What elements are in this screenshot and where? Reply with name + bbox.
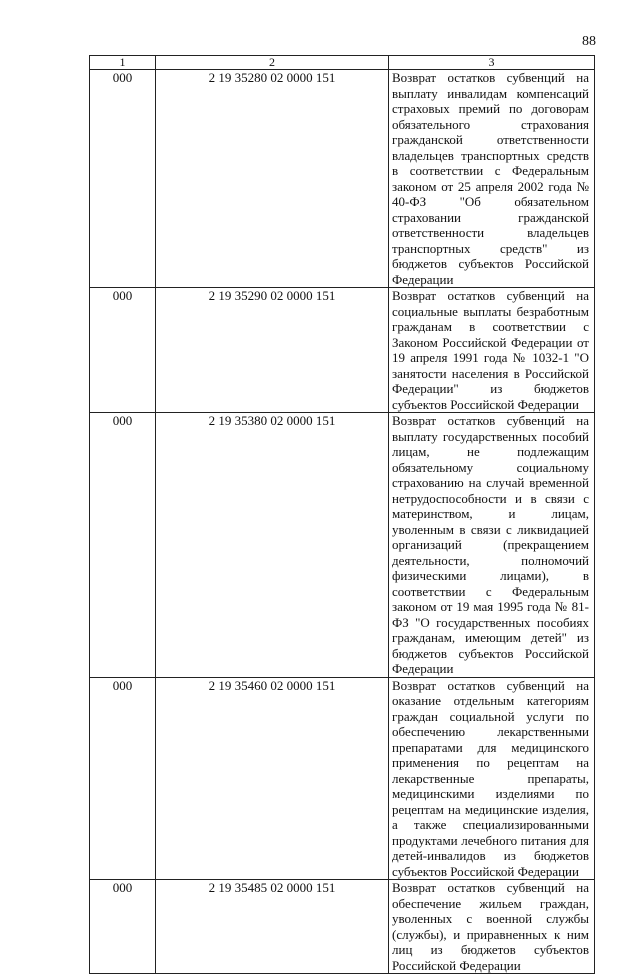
description-cell: Возврат остатков субвенций на выплату государственных пособий лицам, не подлежащим обязательному социальному страхованию на случай временной нетрудоспособности и в связи с материнством, и лицам, уволенным в связи с ликвидацией организаций (прекращением деятельности, полномочий физическими лицами), в соответствии с Федеральным законом от 19 мая 1995 года № 81-ФЗ "О государственных пособиях гражданам, имеющим детей" из бюджетов субъектов Российской Федерации — [389, 413, 595, 678]
column-header-1: 1 — [90, 56, 156, 70]
admin-code-cell: 000 — [90, 70, 156, 288]
table-row — [90, 413, 595, 678]
description-cell: Возврат остатков субвенций на оказание отдельным категориям граждан социальной услуги по обеспечению лекарственными препаратами для медицинского применения по рецептам на лекарственные препараты, медицинскими изделиями по рецептам на медицинские изделия, а также специализированными продуктами лечебного питания для детей-инвалидов из бюджетов субъектов Российской Федерации — [389, 677, 595, 880]
table-row — [90, 880, 595, 974]
admin-code-cell: 000 — [90, 288, 156, 413]
column-header-2: 2 — [156, 56, 389, 70]
table-row — [90, 70, 595, 288]
table-row — [90, 677, 595, 880]
admin-code-cell: 000 — [90, 413, 156, 678]
classification-code-cell: 2 19 35380 02 0000 151 — [156, 413, 389, 678]
classification-code-cell: 2 19 35485 02 0000 151 — [156, 880, 389, 974]
description-cell: Возврат остатков субвенций на социальные выплаты безработным гражданам в соответствии с Законом Российской Федерации от 19 апреля 1991 года № 1032-1 "О занятости населения в Российской Федерации" из бюджетов субъектов Российской Федерации — [389, 288, 595, 413]
admin-code-cell: 000 — [90, 880, 156, 974]
table-header-row — [90, 56, 595, 70]
classification-code-cell: 2 19 35290 02 0000 151 — [156, 288, 389, 413]
description-cell: Возврат остатков субвенций на обеспечение жильем граждан, уволенных с военной службы (службы), и приравненных к ним лиц из бюджетов субъектов Российской Федерации — [389, 880, 595, 974]
admin-code-cell: 000 — [90, 677, 156, 880]
description-cell: Возврат остатков субвенций на выплату инвалидам компенсаций страховых премий по договорам обязательного страхования гражданской ответственности владельцев транспортных средств в соответствии с Федеральным законом от 25 апреля 2002 года № 40-ФЗ "Об обязательном страховании гражданской ответственности владельцев транспортных средств" из бюджетов субъектов Российской Федерации — [389, 70, 595, 288]
budget-classification-table — [89, 55, 595, 974]
column-header-3: 3 — [389, 56, 595, 70]
classification-code-cell: 2 19 35280 02 0000 151 — [156, 70, 389, 288]
classification-code-cell: 2 19 35460 02 0000 151 — [156, 677, 389, 880]
page-number: 88 — [582, 34, 596, 49]
table-row — [90, 288, 595, 413]
